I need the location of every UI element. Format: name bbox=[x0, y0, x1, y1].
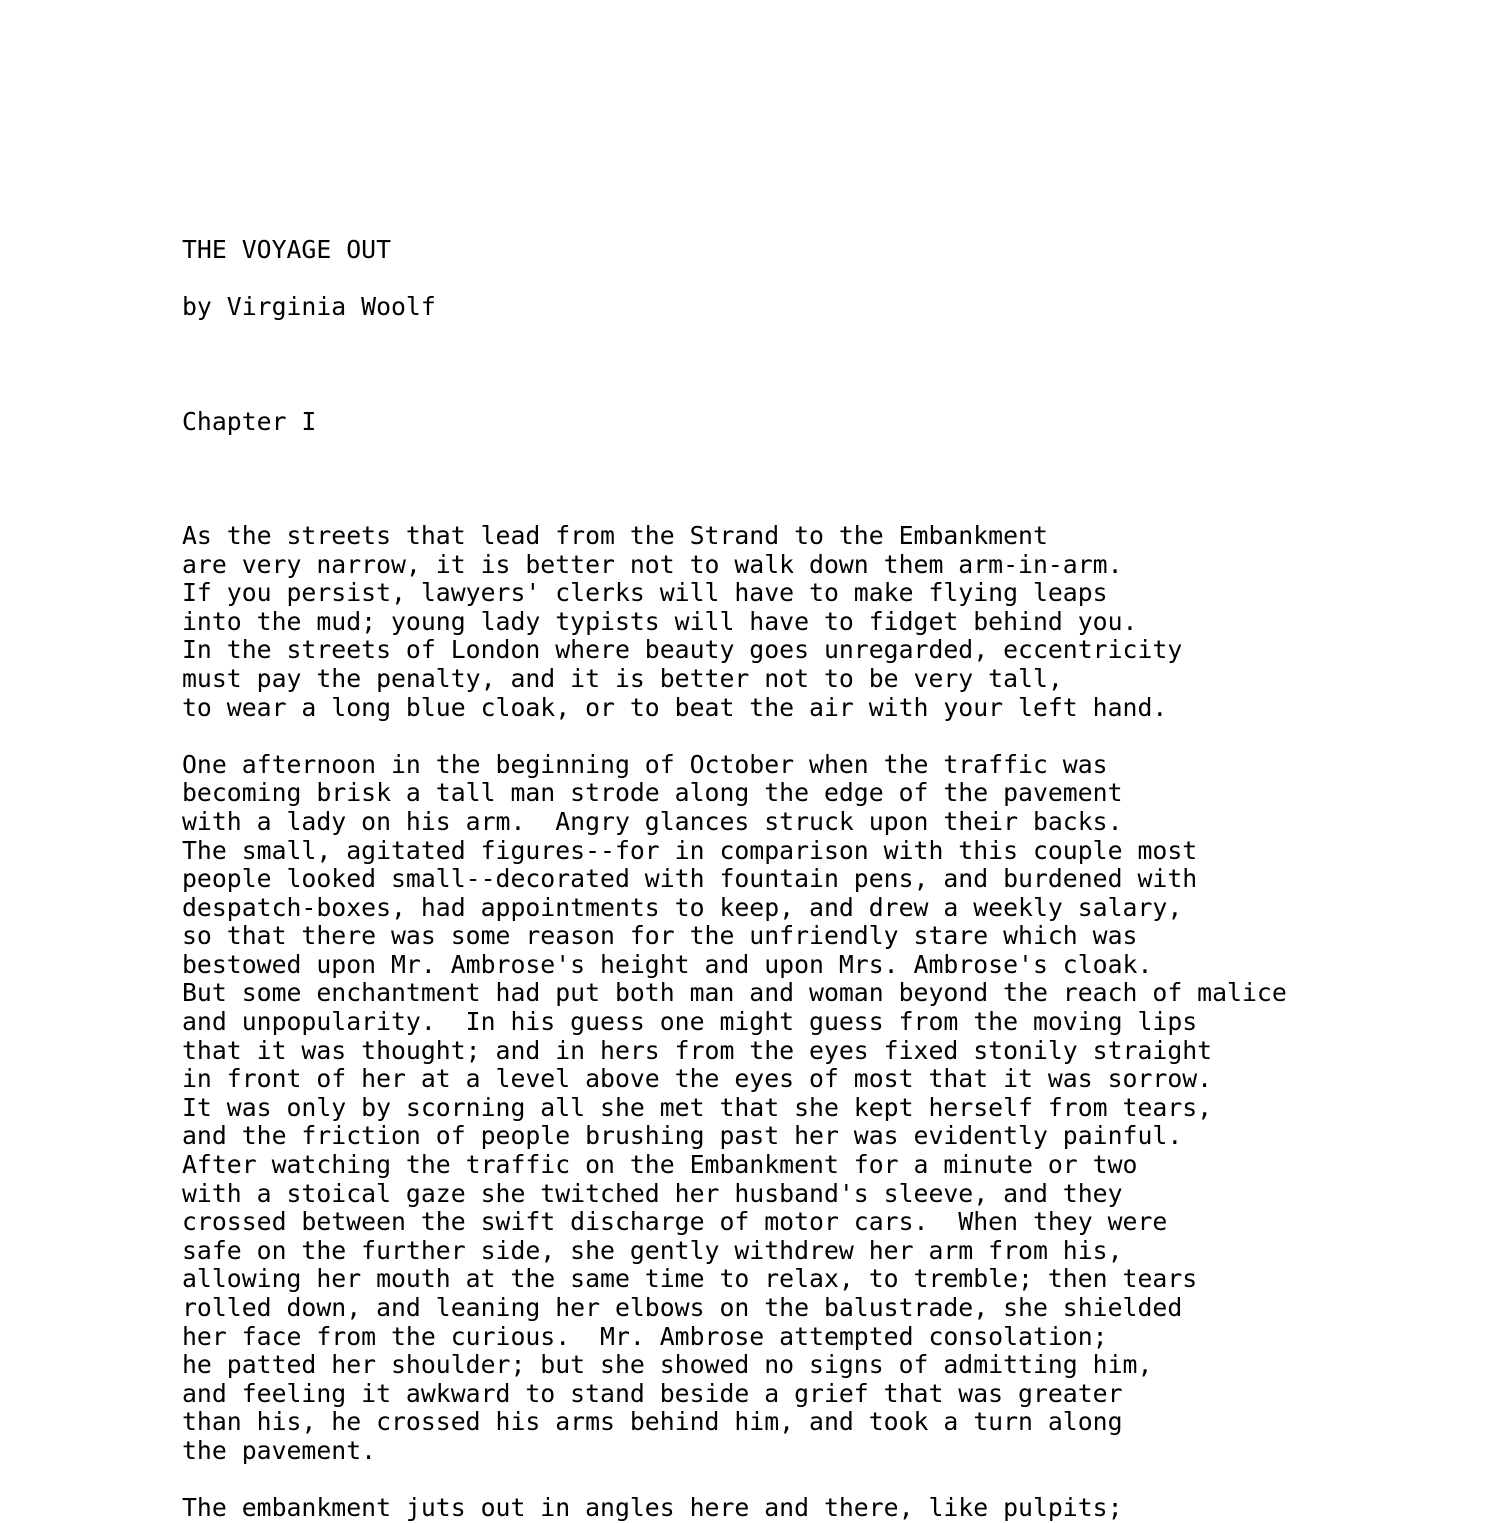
text-line: are very narrow, it is better not to walk down them arm-in-arm. bbox=[182, 549, 1123, 579]
paragraph-spacer bbox=[182, 1466, 1482, 1495]
paragraph-spacer bbox=[182, 722, 1482, 751]
text-line: with a stoical gaze she twitched her husband's sleeve, and they bbox=[182, 1178, 1123, 1208]
text-line: In the streets of London where beauty goes unregarded, eccentricity bbox=[182, 635, 1183, 665]
paragraph-3 bbox=[182, 1494, 1482, 1523]
paragraph-1 bbox=[182, 522, 1482, 722]
text-line: If you persist, lawyers' clerks will have to make flying leaps bbox=[182, 578, 1108, 608]
text-line: and unpopularity. In his guess one might guess from the moving lips bbox=[182, 1007, 1198, 1037]
text-line: allowing her mouth at the same time to relax, to tremble; then tears bbox=[182, 1264, 1198, 1294]
text-line: becoming brisk a tall man strode along the edge of the pavement bbox=[182, 778, 1123, 808]
book-title: THE VOYAGE OUT bbox=[182, 235, 392, 264]
text-line: crossed between the swift discharge of motor cars. When they were bbox=[182, 1207, 1168, 1237]
paragraph-2 bbox=[182, 751, 1482, 1466]
text-line: with a lady on his arm. Angry glances struck upon their backs. bbox=[182, 806, 1123, 836]
text-line: bestowed upon Mr. Ambrose's height and upon Mrs. Ambrose's cloak. bbox=[182, 949, 1153, 979]
text-line: and the friction of people brushing past her was evidently painful. bbox=[182, 1121, 1183, 1151]
text-line: safe on the further side, she gently withdrew her arm from his, bbox=[182, 1235, 1123, 1265]
text-line: The small, agitated figures--for in comparison with this couple most bbox=[182, 835, 1198, 865]
text-line: rolled down, and leaning her elbows on the balustrade, she shielded bbox=[182, 1293, 1183, 1322]
text-line: But some enchantment had put both man and woman beyond the reach of malice bbox=[182, 978, 1287, 1008]
text-line: than his, he crossed his arms behind him, and took a turn along bbox=[182, 1407, 1123, 1437]
text-line: in front of her at a level above the eyes of most that it was sorrow. bbox=[182, 1064, 1213, 1094]
text-line: As the streets that lead from the Strand to the Embankment bbox=[182, 520, 1048, 550]
text-line: so that there was some reason for the unfriendly stare which was bbox=[182, 921, 1138, 951]
spacer bbox=[182, 322, 1482, 408]
text-line: to wear a long blue cloak, or to beat the air with your left hand. bbox=[182, 692, 1168, 722]
text-line: must pay the penalty, and it is better not to be very tall, bbox=[182, 663, 1063, 693]
text-line: into the mud; young lady typists will have to fidget behind you. bbox=[182, 606, 1138, 636]
spacer bbox=[182, 265, 1482, 294]
text-line: It was only by scorning all she met that she kept herself from tears, bbox=[182, 1092, 1213, 1122]
spacer bbox=[182, 436, 1482, 522]
text-line: her face from the curious. Mr. Ambrose attempted consolation; bbox=[182, 1321, 1108, 1351]
book-author: by Virginia Woolf bbox=[182, 292, 436, 322]
text-line: people looked small--decorated with fountain pens, and burdened with bbox=[182, 864, 1198, 894]
text-line: he patted her shoulder; but she showed no signs of admitting him, bbox=[182, 1350, 1153, 1380]
text-line: After watching the traffic on the Embankment for a minute or two bbox=[182, 1150, 1138, 1180]
text-line: the pavement. bbox=[182, 1435, 377, 1465]
text-line: and feeling it awkward to stand beside a grief that was greater bbox=[182, 1378, 1123, 1408]
text-line: that it was thought; and in hers from the eyes fixed stonily straight bbox=[182, 1035, 1213, 1065]
text-line: One afternoon in the beginning of October when the traffic was bbox=[182, 749, 1108, 779]
document-page bbox=[182, 236, 1482, 1523]
text-line: despatch-boxes, had appointments to keep, and drew a weekly salary, bbox=[182, 892, 1183, 922]
text-line: The embankment juts out in angles here and there, like pulpits; bbox=[182, 1493, 1123, 1523]
chapter-heading: Chapter I bbox=[182, 406, 317, 436]
